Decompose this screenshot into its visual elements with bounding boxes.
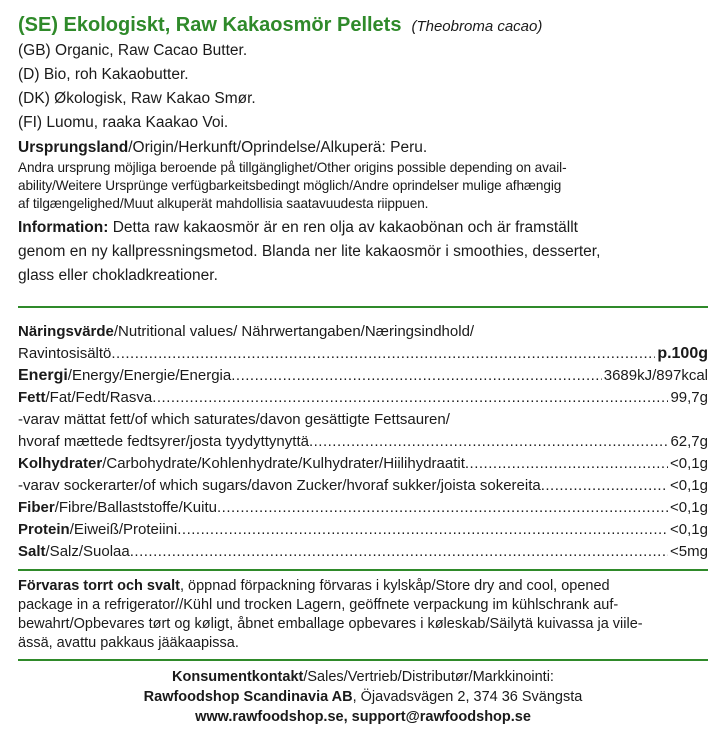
nutrition-per: p.100g — [657, 345, 708, 362]
origin-note-1: Andra ursprung möjliga beroende på tillgänglighet/Other origins possible depending on avail- — [18, 160, 567, 175]
storage-line-4: ässä, avattu pakkaus jääkaapissa. — [18, 635, 239, 651]
carbohydrate-label: Kolhydrater — [18, 455, 103, 472]
translation-dk: (DK) Økologisk, Raw Kakao Smør. — [18, 90, 256, 107]
translation-fi: (FI) Luomu, raaka Kaakao Voi. — [18, 114, 229, 131]
protein-text: /Eiweiß/Proteiini — [69, 521, 178, 538]
nutrition-header-label: Näringsvärde — [18, 323, 114, 340]
information-label: Information: — [18, 219, 109, 236]
nutrition-row-sugars — [18, 475, 708, 497]
fibre-value: <0,1g — [670, 499, 708, 516]
divider-top — [18, 306, 708, 308]
nutrition-row-protein — [18, 519, 708, 541]
storage-line-2: package in a refrigerator//Kühl und trocken Lagern, geöffnete verpackung im kühlschrank auf- — [18, 597, 619, 613]
nutrition-row-fat — [18, 387, 708, 409]
translation-de: (D) Bio, roh Kakaobutter. — [18, 66, 189, 83]
energy-text: /Energy/Energie/Energia — [67, 367, 232, 384]
contact-section — [18, 661, 708, 727]
fibre-label: Fiber — [18, 499, 55, 516]
nutrition-row-saturates — [18, 431, 708, 453]
nutrition-row-energy — [18, 365, 708, 387]
sugars-value: <0,1g — [670, 477, 708, 494]
fat-text: /Fat/Fedt/Rasva — [45, 389, 153, 406]
energy-value: 3689kJ/897kcal — [603, 367, 708, 384]
nutrition-header-text: /Nutritional values/ Nährwertangaben/Næringsindhold/ — [113, 323, 475, 340]
nutrition-row-fibre — [18, 497, 708, 519]
carbohydrate-text: /Carbohydrate/Kohlenhydrate/Kulhydrater/Hiilihydraatit — [102, 455, 465, 472]
contact-label: Konsumentkontakt — [172, 669, 304, 685]
information-section — [18, 216, 708, 288]
storage-label: Förvaras torrt och svalt — [18, 578, 180, 594]
saturates-text: hvoraf mættede fedtsyrer/josta tyydyttynyttä — [18, 433, 309, 450]
origin-note-3: af tilgængelighed/Muut alkuperät mahdollisia saatavuudesta riippuen. — [18, 196, 429, 211]
fat-value: 99,7g — [670, 389, 708, 406]
nutrition-header — [18, 321, 708, 343]
latin-name: (Theobroma cacao) — [411, 18, 543, 35]
protein-value: <0,1g — [670, 521, 708, 538]
nutrition-table — [18, 321, 708, 563]
nutrition-header-line2: Ravintosisältö — [18, 345, 112, 362]
storage-line-1: , öppnad förpackning förvaras i kylskåp/Store dry and cool, opened — [179, 578, 610, 594]
translations — [18, 39, 708, 135]
storage-line-3: bewahrt/Opbevares tørt og køligt, åbnet emballage opbevares i køleskab/Säilytä kuivassa ja viile- — [18, 616, 643, 632]
fat-label: Fett — [18, 389, 46, 406]
fibre-text: /Fibre/Ballaststoffe/Kuitu — [54, 499, 217, 516]
saturates-value: 62,7g — [670, 433, 708, 450]
product-title: (SE) Ekologiskt, Raw Kakaosmör Pellets — [18, 14, 402, 36]
title-row — [18, 14, 708, 37]
origin-label: Ursprungsland — [18, 139, 129, 156]
information-line-2: genom en ny kallpressningsmetod. Blanda ner lite kakaosmör i smoothies, desserter, — [18, 243, 601, 260]
contact-label-text: /Sales/Vertrieb/Distributør/Markkinointi: — [303, 669, 554, 685]
contact-web: www.rawfoodshop.se, support@rawfoodshop.se — [195, 709, 531, 725]
saturates-line-1: -varav mättat fett/of which saturates/davon gesättigte Fettsauren/ — [18, 411, 450, 428]
nutrition-per-row — [18, 343, 708, 365]
translation-gb: (GB) Organic, Raw Cacao Butter. — [18, 42, 248, 59]
nutrition-row-salt — [18, 541, 708, 563]
carbohydrate-value: <0,1g — [670, 455, 708, 472]
salt-value: <5mg — [670, 543, 708, 560]
origin-note-2: ability/Weitere Ursprünge verfügbarkeitsbedingt möglich/Andre oprindelser mulige afhængig — [18, 178, 562, 193]
information-line-3: glass eller chokladkreationer. — [18, 267, 218, 284]
sugars-text: -varav sockerarter/of which sugars/davon Zucker/hvoraf sukker/joista sokereita — [18, 477, 541, 494]
nutrition-row-carbohydrate — [18, 453, 708, 475]
origin-text: /Origin/Herkunft/Oprindelse/Alkuperä: Peru. — [128, 139, 428, 156]
storage-section — [18, 571, 708, 659]
salt-label: Salt — [18, 543, 46, 560]
company-address: , Öjavadsvägen 2, 374 36 Svängsta — [352, 689, 583, 705]
salt-text: /Salz/Suolaa — [45, 543, 130, 560]
information-line-1: Detta raw kakaosmör är en ren olja av kakaobönan och är framställt — [108, 219, 578, 236]
product-label — [18, 14, 708, 727]
energy-label: Energi — [18, 367, 68, 384]
company-name: Rawfoodshop Scandinavia AB — [143, 689, 353, 705]
origin-section — [18, 137, 708, 213]
protein-label: Protein — [18, 521, 70, 538]
